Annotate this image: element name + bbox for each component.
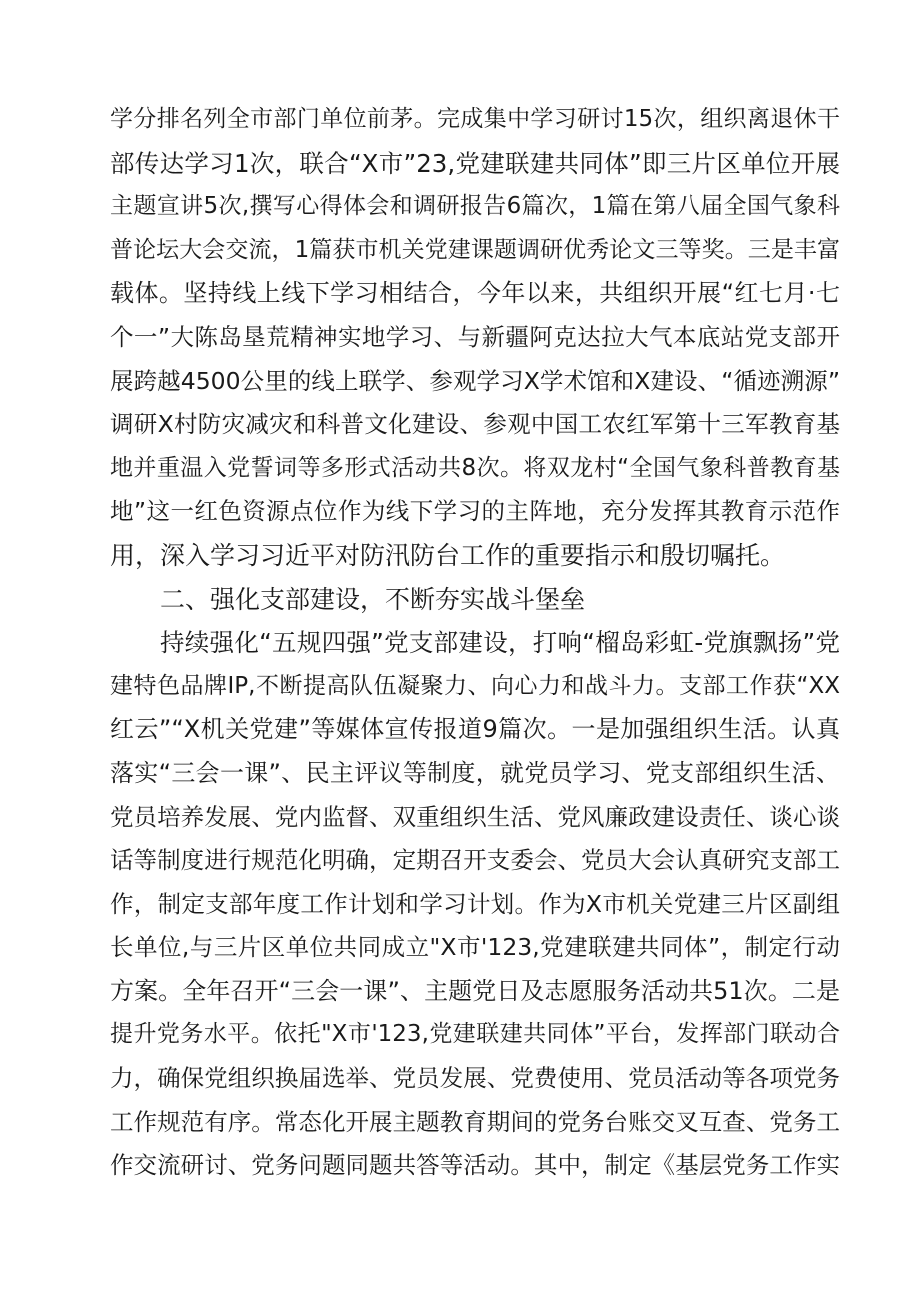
text-line: 长单位,与三片区单位共同成立"X市'123,党建联建共同体”，制定行动 — [110, 933, 840, 962]
text-line: 部传达学习1次，联合“X市”23,党建联建共同体”即三片区单位开展 — [110, 148, 840, 178]
text-line: 红云”“X机关党建”等媒体宣传报道9篇次。一是加强组织生活。认真 — [110, 715, 840, 744]
text-line: 持续强化“五规四强”党支部建设，打响“榴岛彩虹-党旗飘扬”党 — [160, 628, 840, 658]
text-line: 落实“三会一课”、民主评议等制度，就党员学习、党支部组织生活、 — [110, 758, 840, 787]
section-heading: 二、强化支部建设，不断夯实战斗堡垒 — [160, 584, 586, 614]
text-line: 建特色品牌IP,不断提高队伍凝聚力、向心力和战斗力。支部工作获“XX — [110, 672, 840, 699]
text-line: 主题宣讲5次,撰写心得体会和调研报告6篇次，1篇在第八届全国气象科 — [110, 193, 840, 220]
text-line: 话等制度进行规范化明确，定期召开支委会、党员大会认真研究支部工 — [110, 846, 840, 875]
text-line: 展跨越4500公里的线上联学、参观学习X学术馆和X建设、“循迹溯源” — [110, 366, 840, 395]
text-line: 作交流研讨、党务问题同题共答等活动。其中，制定《基层党务工作实 — [110, 1151, 840, 1180]
text-line: 方案。全年召开“三会一课”、主题党日及志愿服务活动共51次。二是 — [110, 976, 840, 1005]
text-line: 工作规范有序。常态化开展主题教育期间的党务台账交叉互查、党务工 — [110, 1107, 840, 1136]
text-line: 载体。坚持线上线下学习相结合，今年以来，共组织开展“红七月·七 — [110, 279, 840, 308]
text-line: 用，深入学习习近平对防汛防台工作的重要指示和殷切嘱托。 — [110, 540, 786, 570]
text-line: 提升党务水平。依托"X市'123,党建联建共同体”平台，发挥部门联动合 — [110, 1021, 840, 1048]
text-line: 地并重温入党誓词等多形式活动共8次。将双龙村“全国气象科普教育基 — [110, 454, 840, 481]
text-line: 作，制定支部年度工作计划和学习计划。作为X市机关党建三片区副组 — [110, 889, 840, 918]
text-line: 力，确保党组织换届选举、党员发展、党费使用、党员活动等各项党务 — [110, 1064, 840, 1093]
text-line: 调研X村防灾减灾和科普文化建设、参观中国工农红军第十三军教育基 — [110, 410, 840, 439]
text-line: 党员培养发展、党内监督、双重组织生活、党风廉政建设责任、谈心谈 — [110, 802, 840, 831]
body-text — [110, 98, 840, 1188]
text-line: 学分排名列全市部门单位前茅。完成集中学习研讨15次，组织离退休干 — [110, 106, 840, 132]
text-line: 个一”大陈岛垦荒精神实地学习、与新疆阿克达拉大气本底站党支部开 — [110, 322, 840, 351]
text-line: 普论坛大会交流，1篇获市机关党建课题调研优秀论文三等奖。三是丰富 — [110, 236, 840, 263]
text-line: 地”这一红色资源点位作为线下学习的主阵地，充分发挥其教育示范作 — [110, 497, 840, 526]
